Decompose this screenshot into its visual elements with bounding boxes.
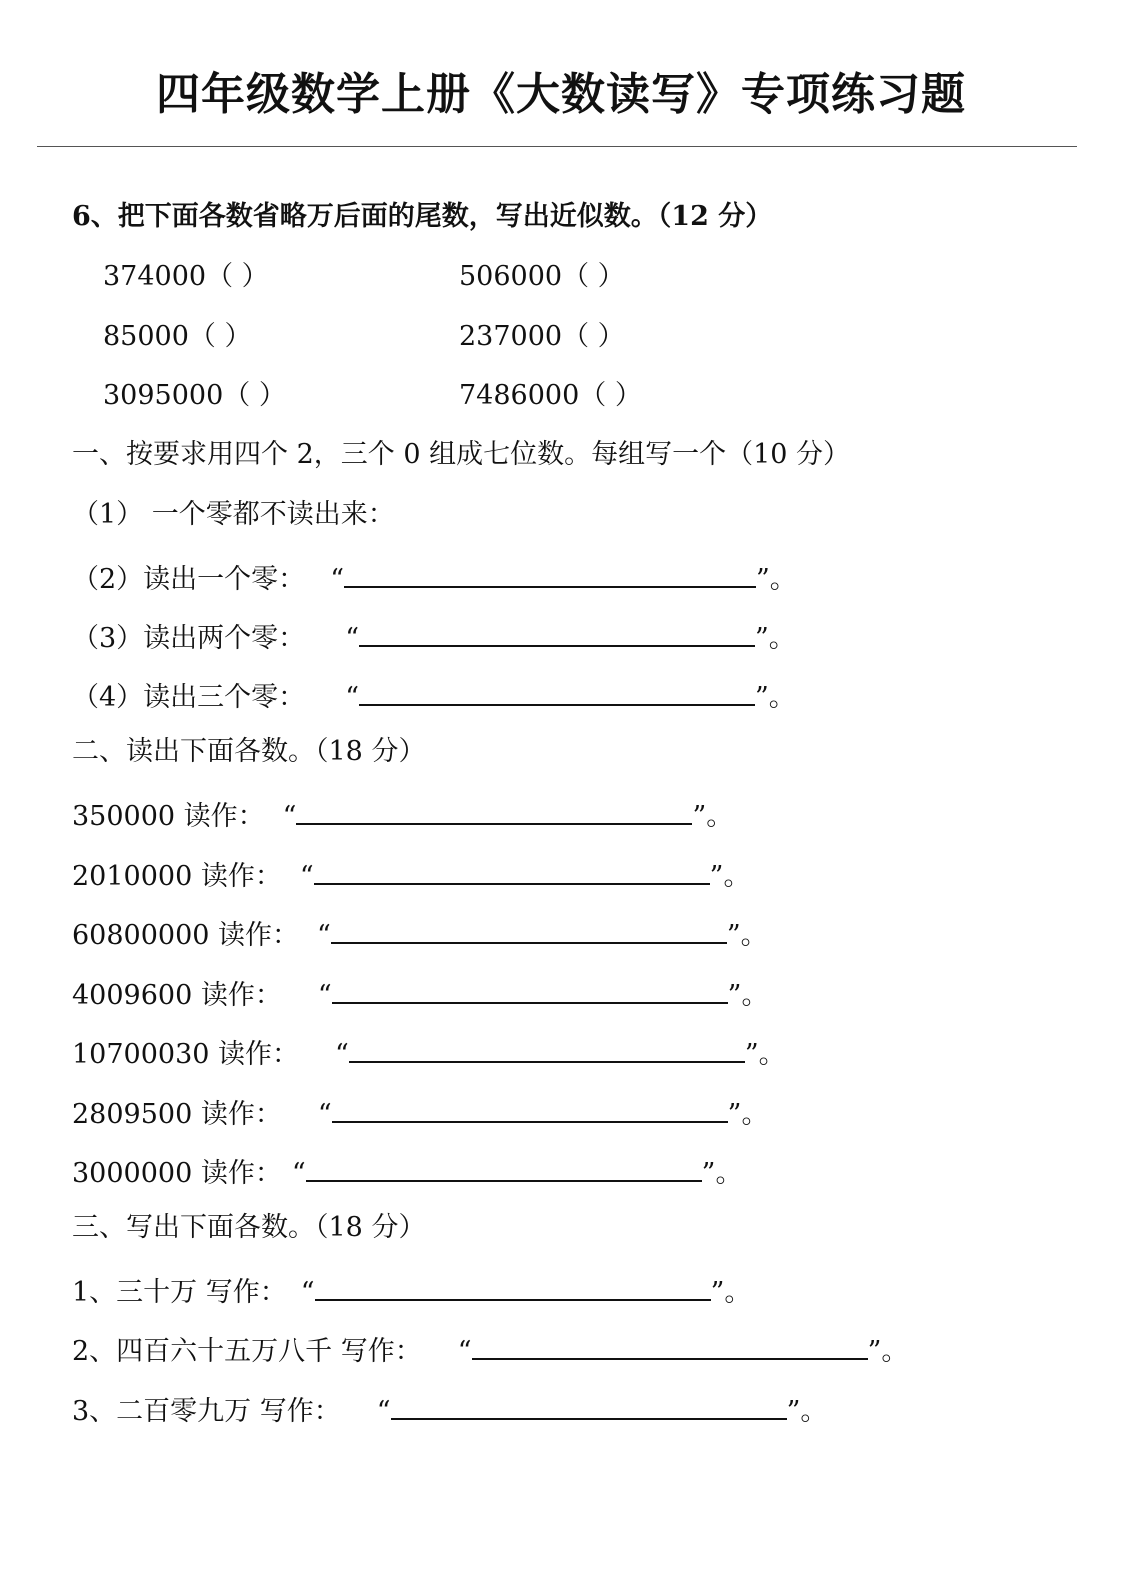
answer-blank[interactable] (472, 1330, 868, 1360)
open-quote: “ (317, 980, 332, 1011)
approx-item-5: 3095000（ ） (103, 380, 286, 411)
close-quote: ”。 (755, 623, 796, 654)
write-item-label: 2、四百六十五万八千 写作： (72, 1336, 422, 1367)
close-quote: ”。 (727, 980, 769, 1011)
write-item-3 (72, 1390, 827, 1429)
open-quote: “ (317, 1099, 332, 1130)
answer-blank[interactable] (332, 1093, 728, 1123)
close-quote: ”。 (701, 1158, 743, 1189)
answer-blank[interactable] (331, 914, 727, 944)
open-quote: “ (317, 920, 331, 951)
open-quote: “ (291, 1158, 306, 1189)
section3-heading: 三、写出下面各数。（18 分） (72, 1212, 426, 1243)
answer-blank[interactable] (296, 795, 692, 825)
compose-item-3 (72, 617, 796, 656)
open-quote: “ (335, 1039, 349, 1070)
compose-item-label: （2）读出一个零： (72, 564, 306, 595)
close-quote: ”。 (786, 1396, 828, 1427)
approx-item-1: 374000（ ） (103, 261, 269, 292)
answer-blank[interactable] (315, 1271, 711, 1301)
answer-blank[interactable] (306, 1152, 702, 1182)
read-item-4 (72, 974, 768, 1013)
open-quote: “ (300, 1277, 315, 1308)
read-item-7 (72, 1152, 742, 1191)
read-item-label: 350000 读作： (72, 801, 265, 832)
write-item-label: 1、三十万 写作： (72, 1277, 287, 1308)
open-quote: “ (330, 564, 344, 595)
open-quote: “ (345, 682, 359, 713)
approx-item-2: 506000（ ） (459, 261, 625, 292)
close-quote: ”。 (710, 1277, 752, 1308)
approx-item-4: 237000（ ） (459, 321, 625, 352)
compose-item-1 (72, 498, 395, 532)
read-item-label: 2010000 读作： (72, 861, 282, 892)
read-item-label: 10700030 读作： (72, 1039, 300, 1070)
approx-item-6: 7486000（ ） (459, 380, 642, 411)
close-quote: ”。 (756, 564, 797, 595)
compose-item-label: （4）读出三个零： (72, 682, 306, 713)
close-quote: ”。 (867, 1336, 909, 1367)
answer-blank[interactable] (344, 558, 756, 588)
close-quote: ”。 (709, 861, 751, 892)
open-quote: “ (345, 623, 359, 654)
page-title: 四年级数学上册《大数读写》专项练习题 (156, 69, 966, 120)
read-item-label: 60800000 读作： (72, 920, 300, 951)
section2-heading: 二、读出下面各数。（18 分） (72, 736, 426, 767)
compose-item-label: （1） 一个零都不读出来： (72, 499, 395, 530)
close-quote: ”。 (692, 801, 734, 832)
close-quote: ”。 (726, 920, 768, 951)
approx-item-3: 85000（ ） (103, 321, 252, 352)
answer-blank[interactable] (359, 676, 755, 706)
answer-blank[interactable] (332, 974, 728, 1004)
write-item-1 (72, 1271, 751, 1310)
compose-item-label: （3）读出两个零： (72, 623, 306, 654)
read-item-1 (72, 795, 733, 834)
title-divider (37, 146, 1077, 147)
read-item-label: 3000000 读作： (72, 1158, 282, 1189)
answer-blank[interactable] (391, 1390, 787, 1420)
answer-blank[interactable] (359, 617, 755, 647)
open-quote: “ (299, 861, 314, 892)
read-item-label: 4009600 读作： (72, 980, 282, 1011)
read-item-2 (72, 855, 750, 894)
close-quote: ”。 (755, 682, 796, 713)
compose-item-2 (72, 558, 797, 597)
section6-heading: 6、把下面各数省略万后面的尾数，写出近似数。（12 分） (72, 201, 773, 232)
read-item-3 (72, 914, 768, 953)
close-quote: ”。 (744, 1039, 786, 1070)
read-item-6 (72, 1093, 768, 1132)
answer-blank[interactable] (314, 855, 710, 885)
section1-heading: 一、按要求用四个 2，三个 0 组成七位数。每组写一个（10 分） (72, 439, 851, 470)
open-quote: “ (457, 1336, 472, 1367)
answer-blank[interactable] (349, 1033, 745, 1063)
open-quote: “ (282, 801, 297, 832)
write-item-label: 3、二百零九万 写作： (72, 1396, 341, 1427)
compose-item-4 (72, 676, 796, 715)
close-quote: ”。 (727, 1099, 769, 1130)
write-item-2 (72, 1330, 908, 1369)
read-item-label: 2809500 读作： (72, 1099, 282, 1130)
read-item-5 (72, 1033, 786, 1072)
open-quote: “ (376, 1396, 391, 1427)
